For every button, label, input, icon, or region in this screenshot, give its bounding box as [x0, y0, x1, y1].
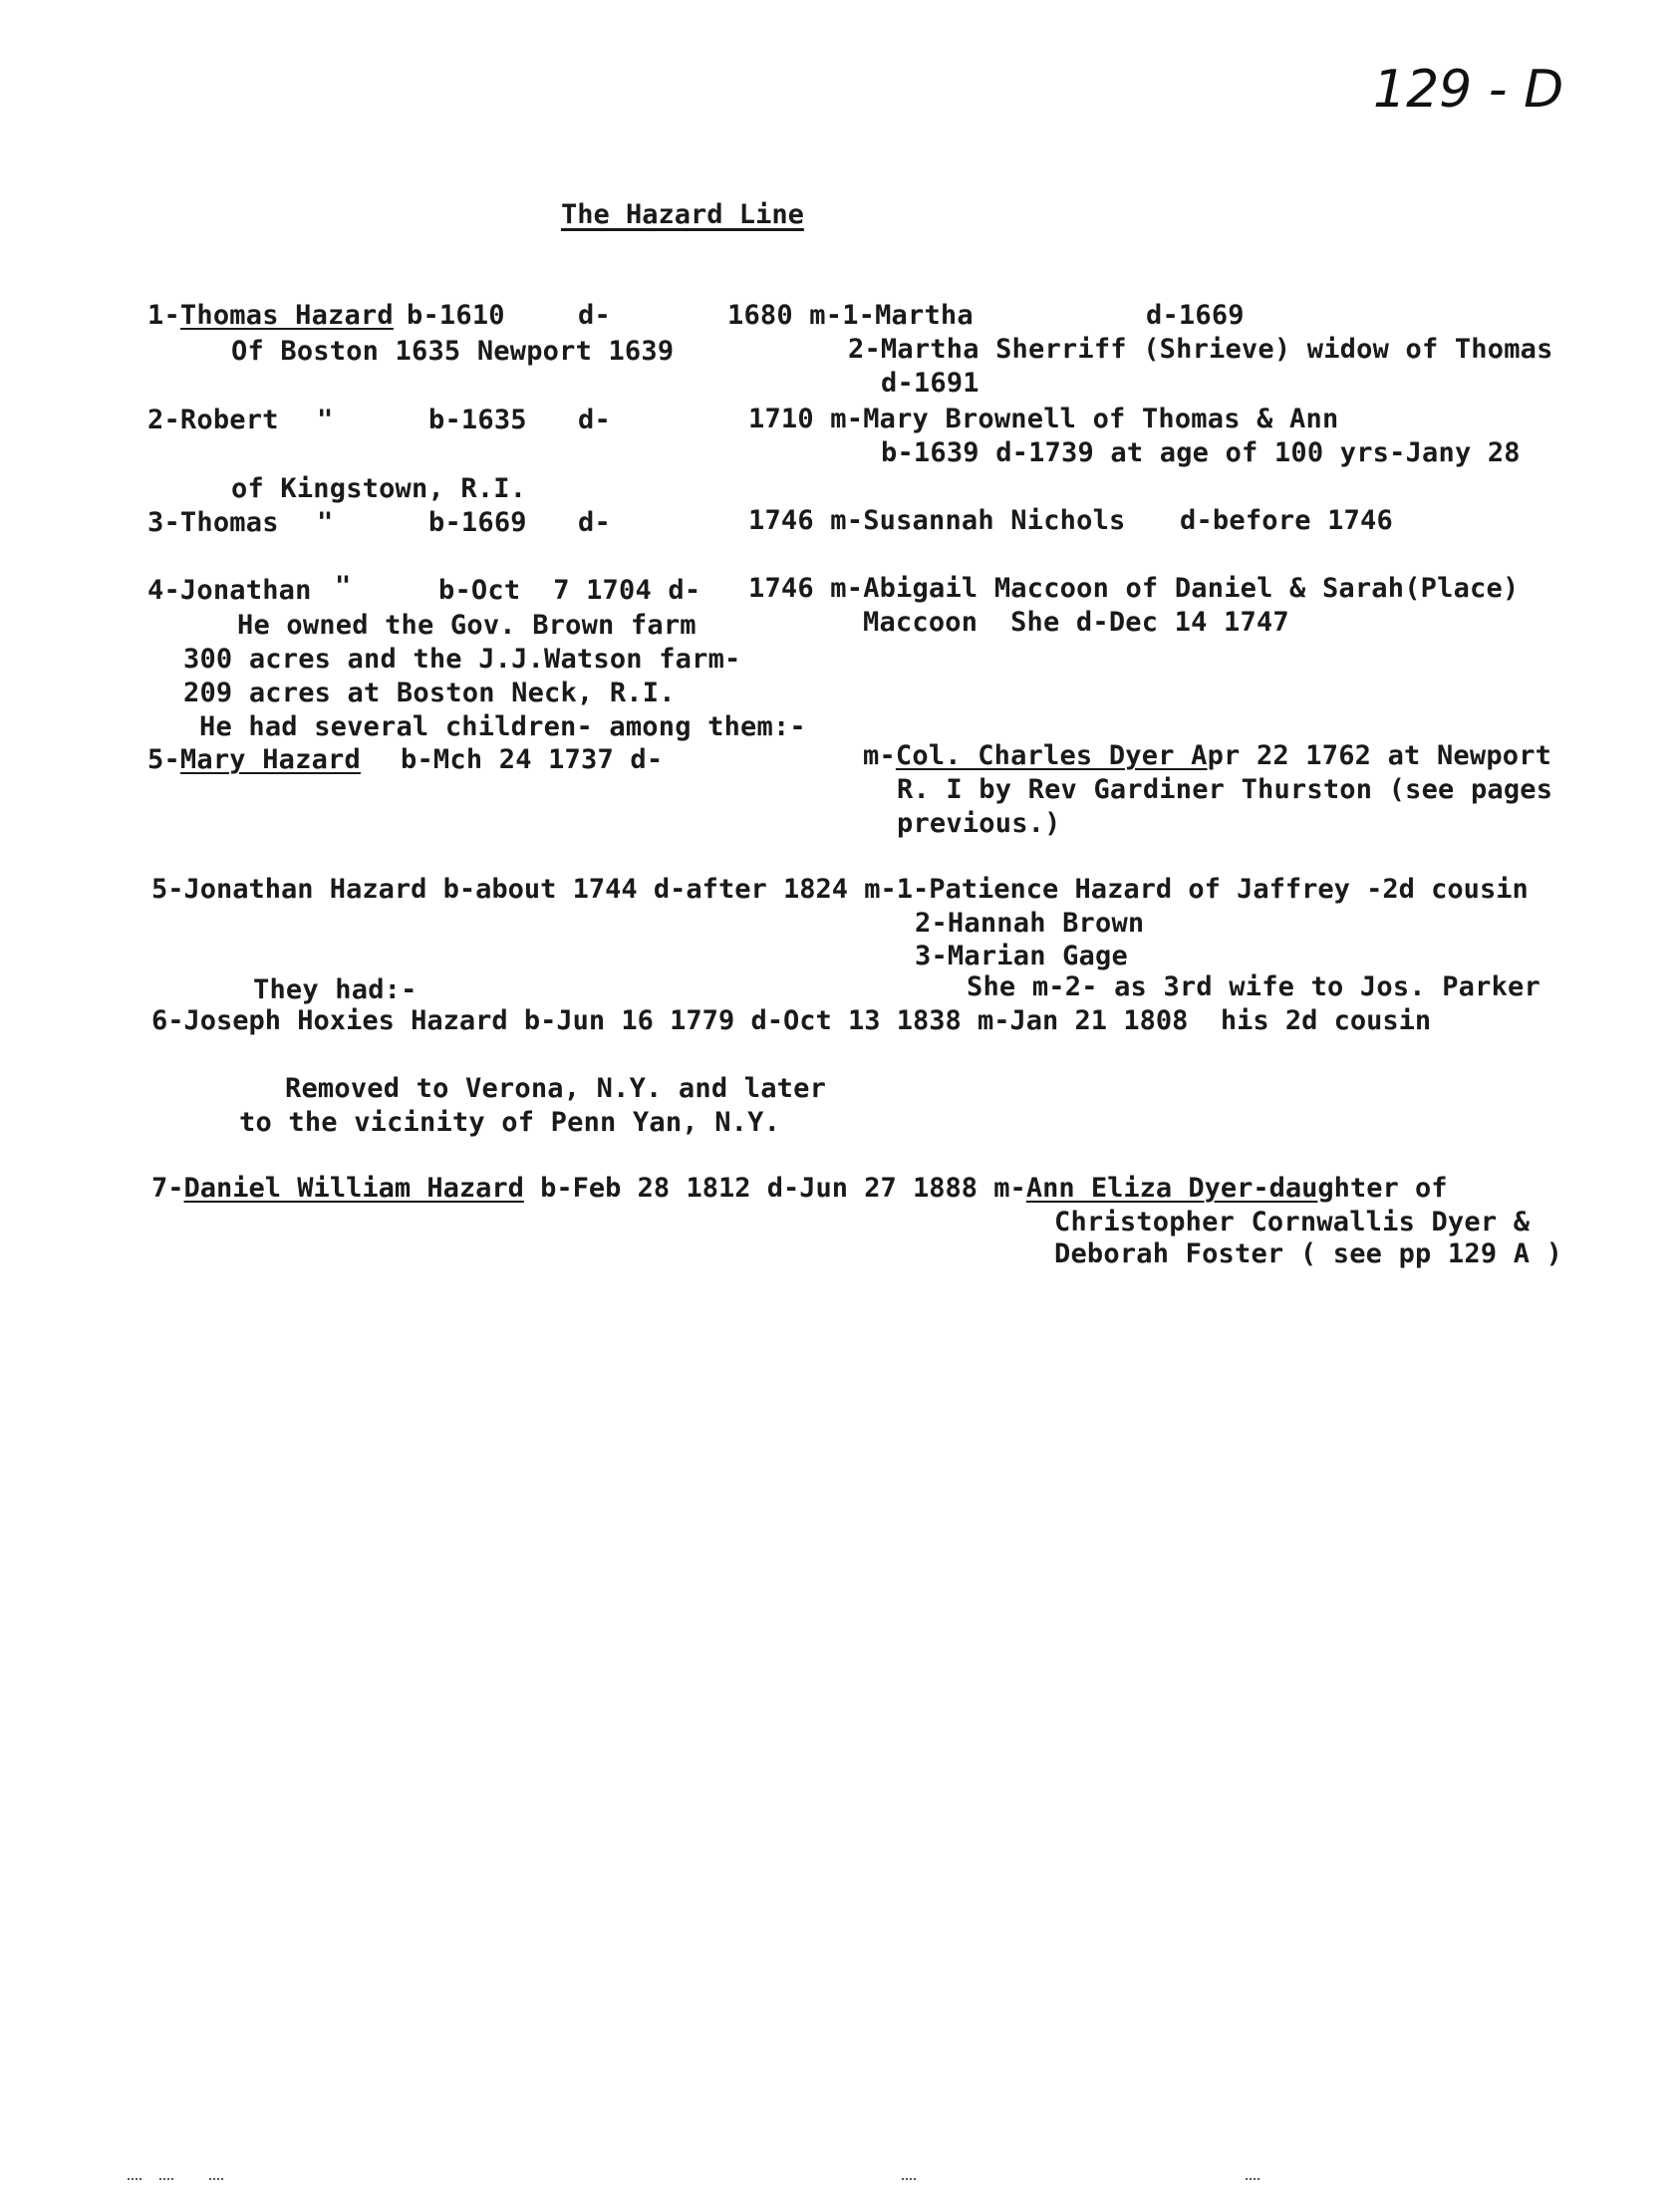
entry-5-mary-line — [147, 743, 361, 777]
entry-7-dates: b-Feb 28 1812 d-Jun 27 1888 m- — [523, 1173, 1026, 1204]
ditto-mark: " — [335, 571, 352, 602]
marriage-prefix: m- — [863, 740, 896, 771]
entry-2-name: 2-Robert — [147, 405, 279, 435]
entry-7-spouse-parents: Deborah Foster ( see pp 129 A ) — [1054, 1238, 1563, 1269]
page-number: 129 - D — [1373, 60, 1564, 120]
entry-3-name: 3-Thomas — [147, 507, 279, 538]
entry-4-note: 209 acres at Boston Neck, R.I. — [183, 678, 676, 708]
ditto-mark: " — [317, 405, 334, 435]
entry-1-line — [147, 299, 394, 333]
spouse-detail: ghter of — [1317, 1173, 1448, 1204]
entry-2-death: d- — [578, 405, 611, 435]
entry-6-note: Removed to Verona, N.Y. and later — [285, 1073, 827, 1104]
entry-5-jonathan-line: 5-Jonathan Hazard b-about 1744 d-after 1824 m-1-Patience Hazard of Jaffrey -2d cousin — [151, 874, 1529, 905]
spouse-name: Col. Charles Dyer A — [895, 740, 1208, 771]
entry-3-death: d- — [578, 507, 611, 538]
entry-4-note: He owned the Gov. Brown farm — [237, 610, 697, 641]
entry-5-jonathan-wife-2: 2-Hannah Brown — [915, 908, 1145, 939]
entry-1-second-marriage: 2-Martha Sherriff (Shrieve) widow of Thomas — [848, 334, 1553, 365]
entry-number: 7- — [151, 1173, 184, 1204]
person-name: Thomas Hazard — [179, 300, 394, 331]
document-title: The Hazard Line — [561, 199, 804, 230]
they-had-label: They had:- — [253, 974, 418, 1005]
entry-2-birth: b-1635 — [428, 405, 527, 435]
entry-4-marriage-detail: Maccoon She d-Dec 14 1747 — [863, 607, 1289, 638]
scan-mark — [209, 2178, 223, 2188]
entry-1-marriage-death: d-1669 — [1146, 300, 1245, 331]
entry-5-mary-marriage-detail: previous.) — [897, 808, 1061, 839]
entry-1-birth: b-1610 — [407, 300, 505, 331]
entry-2-residence: of Kingstown, R.I. — [231, 473, 527, 504]
entry-5-mary-marriage — [863, 739, 1551, 773]
entry-number: 5- — [147, 744, 180, 775]
entry-1-death: d- — [578, 300, 611, 331]
entry-4-dates: b-Oct 7 1704 d- — [438, 575, 701, 606]
entry-2-marriage-detail: b-1639 d-1739 at age of 100 yrs-Jany 28 — [881, 437, 1521, 468]
entry-3-birth: b-1669 — [428, 507, 527, 538]
entry-5-jonathan-wife-3: 3-Marian Gage — [915, 941, 1128, 971]
scan-mark — [159, 2178, 173, 2188]
entry-6-line: 6-Joseph Hoxies Hazard b-Jun 16 1779 d-Oct 13 1838 m-Jan 21 1808 his 2d cousin — [151, 1005, 1432, 1036]
scan-mark — [902, 2178, 916, 2188]
ditto-mark: " — [317, 507, 334, 538]
entry-number: 1- — [147, 300, 180, 331]
marriage-detail: pr 22 1762 at Newport — [1207, 740, 1552, 771]
entry-3-marriage-death: d-before 1746 — [1180, 505, 1393, 536]
entry-5-jonathan-wife-3-note: She m-2- as 3rd wife to Jos. Parker — [967, 971, 1540, 1002]
spouse-name: Ann Eliza Dyer-dau — [1025, 1173, 1318, 1204]
entry-4-marriage: 1746 m-Abigail Maccoon of Daniel & Sarah(Place) — [748, 573, 1520, 604]
entry-3-marriage: 1746 m-Susannah Nichols — [748, 505, 1126, 536]
entry-7-spouse-parents: Christopher Cornwallis Dyer & — [1054, 1207, 1531, 1237]
entry-1-second-marriage-death: d-1691 — [881, 368, 980, 399]
entry-4-name: 4-Jonathan — [147, 575, 312, 606]
entry-7-line — [151, 1172, 1447, 1206]
person-name: Daniel William Hazard — [183, 1173, 524, 1204]
entry-2-marriage: 1710 m-Mary Brownell of Thomas & Ann — [748, 404, 1339, 434]
entry-6-note: to the vicinity of Penn Yan, N.Y. — [239, 1107, 781, 1138]
person-name: Mary Hazard — [179, 744, 361, 775]
scan-mark — [128, 2178, 141, 2188]
entry-1-residence: Of Boston 1635 Newport 1639 — [231, 336, 675, 367]
entry-4-note: He had several children- among them:- — [199, 711, 806, 742]
entry-5-mary-marriage-detail: R. I by Rev Gardiner Thurston (see pages — [897, 774, 1553, 805]
entry-5-mary-dates: b-Mch 24 1737 d- — [401, 744, 664, 775]
entry-4-note: 300 acres and the J.J.Watson farm- — [183, 644, 741, 675]
entry-1-marriage: 1680 m-1-Martha — [727, 300, 974, 331]
scan-mark — [1246, 2178, 1260, 2188]
